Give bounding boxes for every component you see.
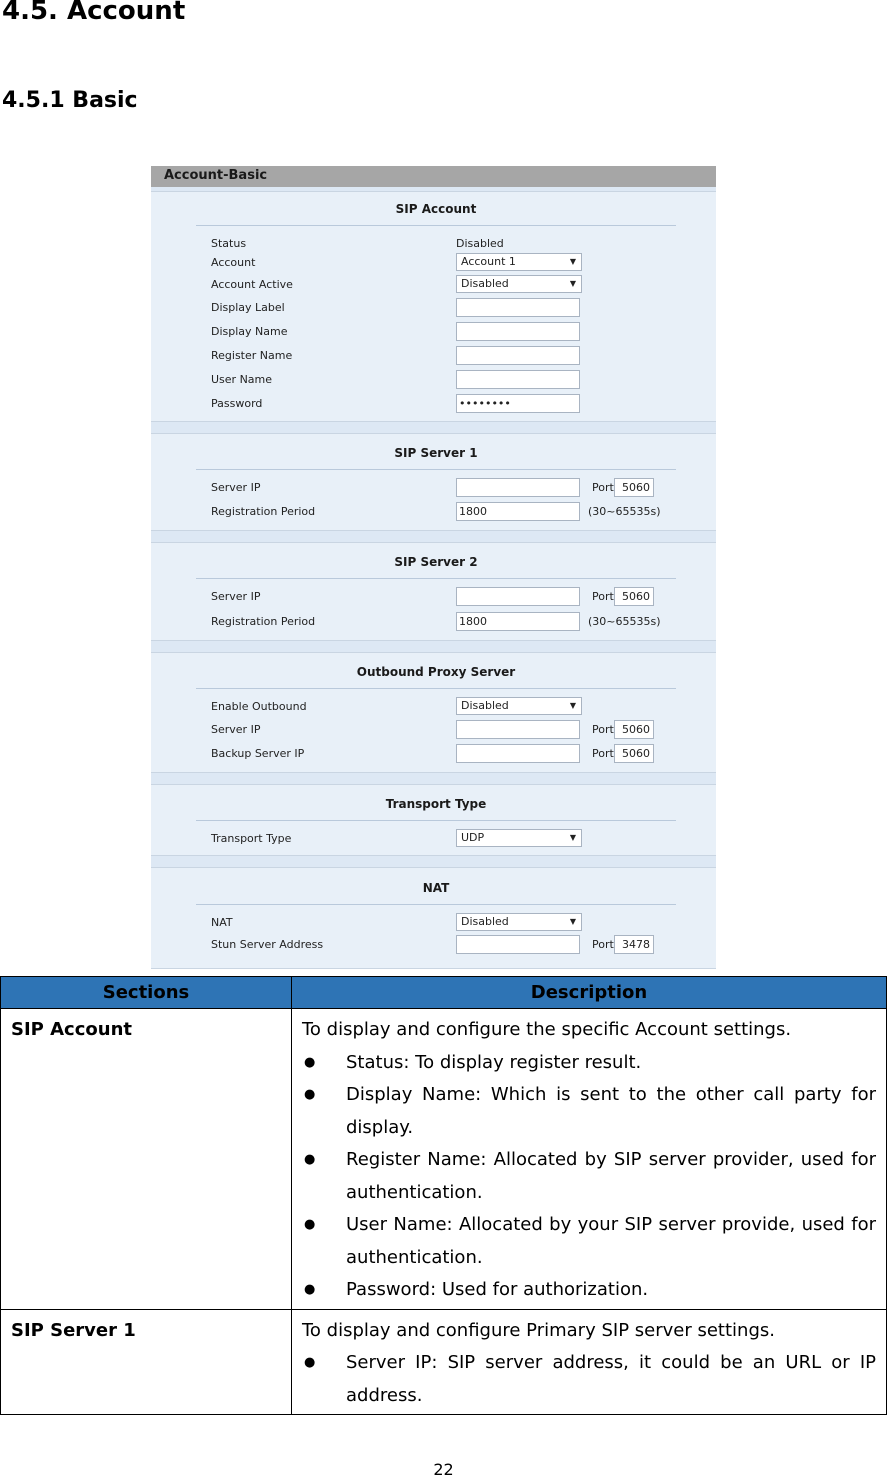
subsection-heading: 4.5.1 Basic: [2, 88, 138, 113]
display-label-row: [151, 298, 716, 318]
table-row: [1, 1309, 887, 1415]
description-cell: [292, 1009, 887, 1310]
table-header-row: [1, 977, 887, 1009]
bullet-item: ● Status: To display register result.: [302, 1047, 876, 1080]
register-name-label: Register Name: [211, 349, 293, 362]
account-label: Account: [211, 256, 256, 269]
transport-type-title: Transport Type: [385, 797, 487, 811]
server1-ip-input[interactable]: [456, 478, 580, 497]
server1-ip-row: [151, 478, 716, 498]
outbound-ip-input[interactable]: [456, 720, 580, 739]
outbound-proxy-title: Outbound Proxy Server: [356, 665, 516, 679]
transport-type-row: [151, 829, 716, 849]
status-label: Status: [211, 237, 247, 250]
bullet-item: ● Display Name: Which is sent to the other call party for display.: [302, 1079, 876, 1144]
server2-period-row: [151, 612, 716, 632]
sip-account-title: SIP Account: [395, 202, 477, 216]
account-select[interactable]: Account 1 ▼: [456, 253, 582, 271]
server1-period-input[interactable]: 1800: [456, 502, 580, 521]
dropdown-arrow-icon: ▼: [569, 833, 576, 842]
server2-period-range: (30~65535s): [588, 615, 661, 628]
server2-period-input[interactable]: 1800: [456, 612, 580, 631]
server2-ip-row: [151, 587, 716, 607]
stun-port-label: Port: [592, 938, 614, 951]
account-active-row: [151, 275, 716, 295]
stun-port-input[interactable]: 3478: [614, 935, 654, 954]
transport-type-label: Transport Type: [211, 832, 292, 845]
nat-row: [151, 913, 716, 933]
user-name-label: User Name: [211, 373, 273, 386]
backup-server-label: Backup Server IP: [211, 747, 305, 760]
sip-server2-section: [151, 542, 716, 641]
description-header: Description: [292, 977, 887, 1009]
password-label: Password: [211, 397, 263, 410]
divider: [196, 820, 676, 821]
description-intro: To display and configure Primary SIP server settings.: [302, 1319, 775, 1341]
dropdown-arrow-icon: ▼: [569, 701, 576, 710]
display-name-row: [151, 322, 716, 342]
outbound-port-input[interactable]: 5060: [614, 720, 654, 739]
stun-server-input[interactable]: [456, 935, 580, 954]
server1-ip-label: Server IP: [211, 481, 261, 494]
display-label-input[interactable]: [456, 298, 580, 317]
dropdown-arrow-icon: ▼: [569, 917, 576, 926]
outbound-port-label: Port: [592, 723, 614, 736]
password-row: [151, 394, 716, 414]
backup-port-input[interactable]: 5060: [614, 744, 654, 763]
page-number: 22: [433, 1460, 454, 1477]
display-name-input[interactable]: [456, 322, 580, 341]
server2-port-input[interactable]: 5060: [614, 587, 654, 606]
table-row: [1, 1009, 887, 1310]
backup-port-label: Port: [592, 747, 614, 760]
section-cell: SIP Account: [1, 1009, 292, 1310]
section-cell: SIP Server 1: [1, 1309, 292, 1415]
bullet-item: ● Register Name: Allocated by SIP server provider, used for authentication.: [302, 1144, 876, 1209]
sip-server2-title: SIP Server 2: [394, 555, 478, 569]
transport-type-section: [151, 784, 716, 856]
account-basic-screenshot: [151, 166, 716, 969]
server1-port-input[interactable]: 5060: [614, 478, 654, 497]
enable-outbound-select[interactable]: Disabled ▼: [456, 697, 582, 715]
server2-ip-label: Server IP: [211, 590, 261, 603]
bullet-item: ● Server IP: SIP server address, it could be an URL or IP address.: [302, 1347, 876, 1412]
transport-type-select[interactable]: UDP ▼: [456, 829, 582, 847]
nat-select[interactable]: Disabled ▼: [456, 913, 582, 931]
divider: [196, 688, 676, 689]
enable-outbound-label: Enable Outbound: [211, 700, 307, 713]
server2-port-label: Port: [592, 590, 614, 603]
sections-description-table: [0, 976, 887, 1415]
nat-label: NAT: [211, 916, 233, 929]
register-name-row: [151, 346, 716, 366]
backup-server-input[interactable]: [456, 744, 580, 763]
outbound-proxy-section: [151, 652, 716, 773]
account-active-select[interactable]: Disabled ▼: [456, 275, 582, 293]
description-intro: To display and configure the specific Account settings.: [302, 1019, 792, 1040]
user-name-row: [151, 370, 716, 390]
sip-server1-title: SIP Server 1: [394, 446, 478, 460]
outbound-ip-label: Server IP: [211, 723, 261, 736]
server2-ip-input[interactable]: [456, 587, 580, 606]
account-row: [151, 253, 716, 273]
sections-header: Sections: [1, 977, 292, 1009]
display-name-label: Display Name: [211, 325, 288, 338]
status-row: [151, 234, 716, 254]
description-cell: [292, 1309, 887, 1415]
sip-server1-section: [151, 433, 716, 531]
password-input[interactable]: ••••••••: [456, 394, 580, 413]
display-label-label: Display Label: [211, 301, 285, 314]
nat-title: NAT: [422, 881, 450, 895]
bullet-item: ● User Name: Allocated by your SIP server provide, used for authentication.: [302, 1209, 876, 1274]
server1-period-range: (30~65535s): [588, 505, 661, 518]
server1-period-row: [151, 502, 716, 522]
stun-server-label: Stun Server Address: [211, 938, 324, 951]
divider: [196, 904, 676, 905]
divider: [196, 578, 676, 579]
divider: [196, 469, 676, 470]
dropdown-arrow-icon: ▼: [569, 257, 576, 266]
user-name-input[interactable]: [456, 370, 580, 389]
nat-section: [151, 867, 716, 969]
register-name-input[interactable]: [456, 346, 580, 365]
panel-title: Account-Basic: [151, 166, 716, 187]
outbound-ip-row: [151, 720, 716, 740]
dropdown-arrow-icon: ▼: [569, 279, 576, 288]
account-active-label: Account Active: [211, 278, 293, 291]
section-heading: 4.5. Account: [2, 0, 186, 26]
server1-period-label: Registration Period: [211, 505, 316, 518]
backup-server-row: [151, 744, 716, 764]
server2-period-label: Registration Period: [211, 615, 316, 628]
enable-outbound-row: [151, 697, 716, 717]
sip-account-section: [151, 191, 716, 422]
divider: [196, 225, 676, 226]
server1-port-label: Port: [592, 481, 614, 494]
status-value: Disabled: [456, 237, 504, 250]
bullet-item: ● Password: Used for authorization.: [302, 1274, 876, 1307]
stun-server-row: [151, 935, 716, 955]
